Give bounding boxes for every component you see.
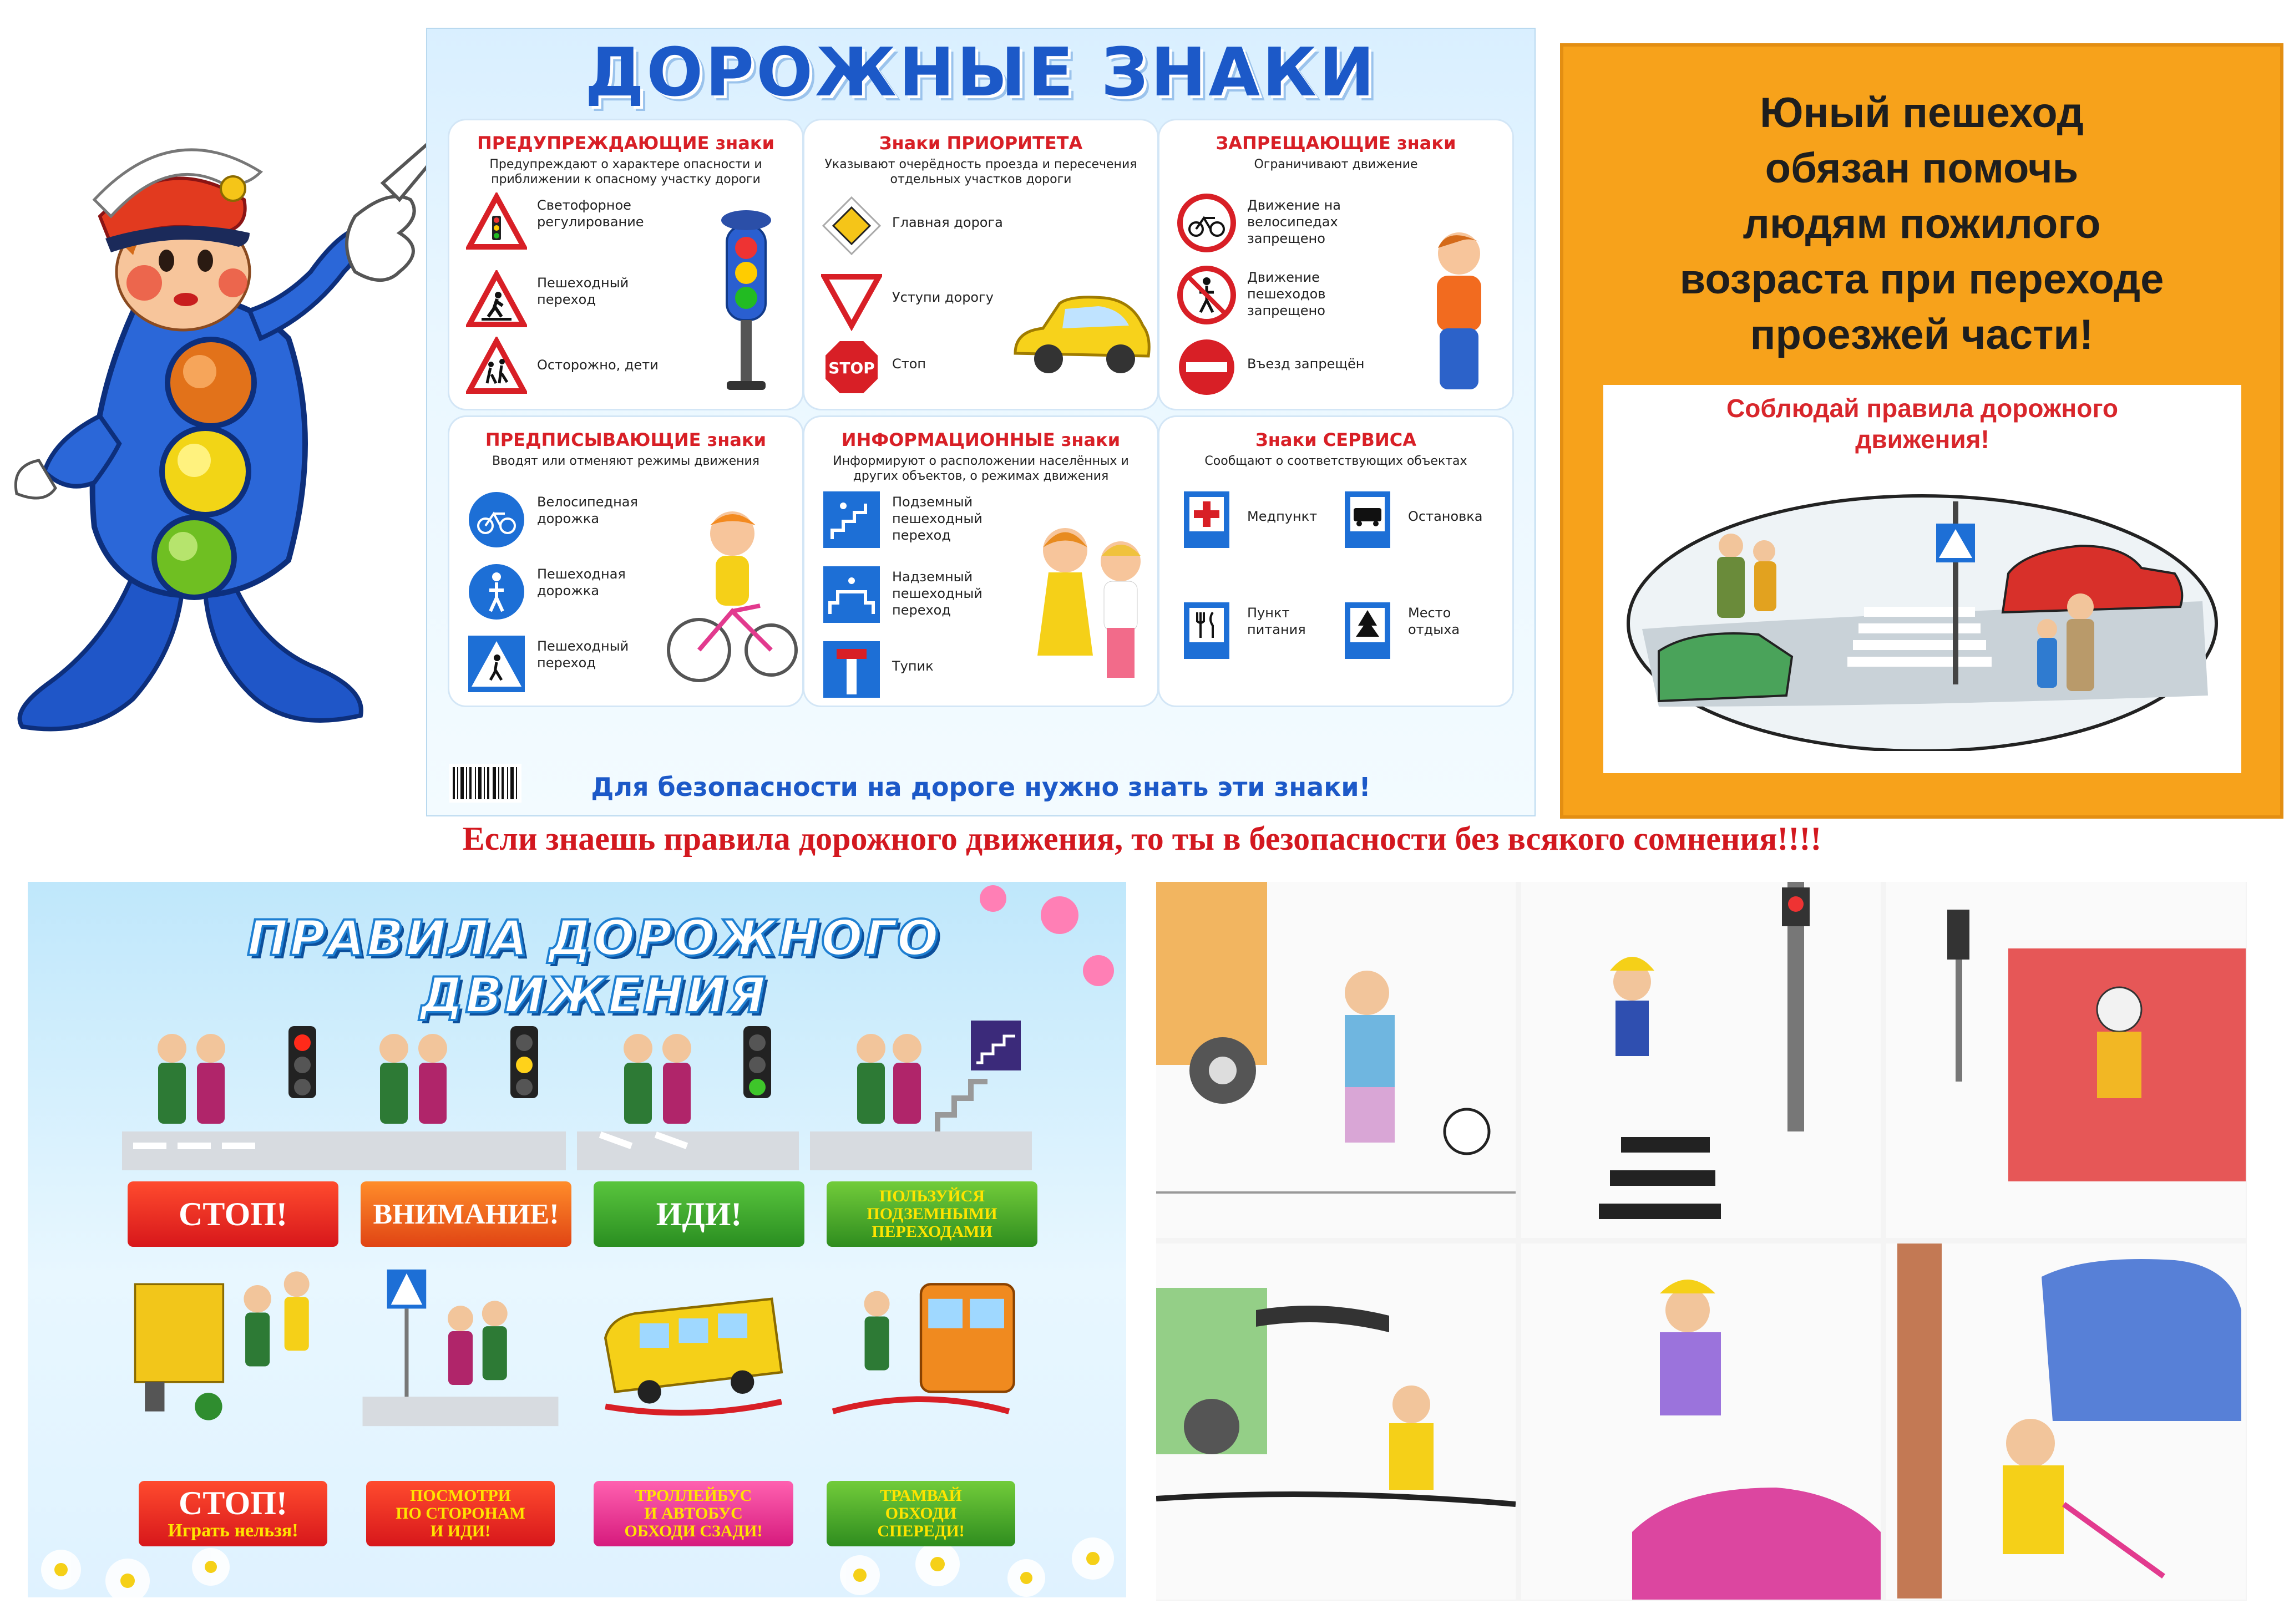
banner-line: И ИДИ! — [430, 1522, 491, 1540]
panel-title: Знаки ПРИОРИТЕТА — [879, 133, 1083, 154]
children-at-yellow-light-illustration — [344, 1009, 566, 1176]
sign-row — [821, 639, 1021, 706]
poster-message — [1563, 85, 2280, 363]
sign-label: Медпункт — [1247, 509, 1318, 524]
poster-footer-text: Для безопасности на дороге нужно знать эти знаки! — [591, 772, 1371, 802]
sign-row — [1176, 337, 1376, 403]
pedestrian-path-sign-icon — [466, 561, 527, 622]
bus-illustration — [583, 1265, 804, 1431]
underground-crossing-illustration — [810, 1009, 1032, 1176]
sign-row — [466, 337, 666, 403]
children-illustration-icon — [1032, 517, 1154, 694]
street-crossing-illustration — [1625, 463, 2219, 751]
sign-row — [821, 337, 1021, 403]
sign-label: Осторожно, дети — [537, 357, 659, 373]
drawing-child-and-purple-car — [1521, 1244, 1881, 1600]
no-pedestrians-sign-icon — [1176, 265, 1237, 326]
children-drawings-collage — [1156, 882, 2247, 1601]
sign-row — [821, 564, 1021, 631]
sign-row — [466, 489, 666, 556]
sign-label: Пешеходный переход — [537, 275, 629, 307]
poster-title: ДОРОЖНЫЕ ЗНАКИ — [585, 34, 1377, 111]
banner-line: ПЕРЕХОДАМИ — [872, 1222, 992, 1241]
road-signs-poster — [426, 28, 1536, 816]
stop-sign-icon — [821, 337, 882, 398]
use-underground-crossings-banner — [827, 1181, 1037, 1247]
panel-title: ПРЕДУПРЕЖДАЮЩИЕ знаки — [477, 133, 774, 154]
bus-go-behind-banner — [594, 1481, 793, 1546]
sign-label: Пешеходный переход — [537, 638, 629, 671]
panel-description: Ограничивают движение — [1254, 158, 1418, 171]
panel-description: Вводят или отменяют режимы движения — [492, 454, 760, 468]
no-bicycles-sign-icon — [1176, 192, 1237, 253]
service-signs-panel — [1159, 417, 1512, 706]
banner-line: ОБХОДИ СЗАДИ! — [624, 1522, 763, 1540]
sign-label: Светофорное регулирование — [537, 197, 644, 230]
main-road-sign-icon — [821, 195, 882, 256]
look-both-ways-banner — [366, 1481, 555, 1546]
poster-title: ПРАВИЛА ДОРОЖНОГО ДВИЖЕНИЯ — [247, 910, 940, 1024]
dead-end-sign-icon — [821, 639, 882, 700]
stop-no-playing-banner — [139, 1481, 327, 1546]
tram-go-front-banner — [827, 1481, 1015, 1546]
pedestrian-crossing-warning-sign-icon — [466, 270, 527, 331]
tram-illustration — [810, 1265, 1032, 1431]
sign-row — [1176, 489, 1337, 556]
girl-on-bicycle-icon — [666, 500, 799, 689]
truck-and-playing-children-illustration — [122, 1265, 344, 1431]
banner-line: СПЕРЕДИ! — [877, 1522, 965, 1540]
sign-row — [466, 633, 666, 700]
sign-label: Въезд запрещён — [1247, 356, 1365, 372]
panel-title: ЗАПРЕЩАЮЩИЕ знаки — [1216, 133, 1456, 154]
sign-row — [1337, 600, 1503, 667]
rest-place-sign-icon — [1337, 600, 1398, 661]
go-banner: ИДИ! — [594, 1181, 804, 1247]
message-line: людям пожилого — [1743, 200, 2101, 247]
banner-line: ОБХОДИ — [885, 1504, 957, 1522]
banner-sub-text: Играть нельзя! — [168, 1520, 298, 1541]
sign-label: Стоп — [892, 356, 926, 372]
sign-label: Подземный пешеходный переход — [892, 494, 983, 543]
yield-sign-icon — [821, 270, 882, 331]
panel-description: Указывают очерёдность проезда и пересечения отдельных участков дороги — [824, 158, 1137, 186]
sign-row — [1176, 192, 1376, 259]
attention-banner: ВНИМАНИЕ! — [361, 1181, 571, 1247]
stop-banner: СТОП! — [128, 1181, 338, 1247]
sign-label: Уступи дорогу — [892, 290, 994, 305]
message-line: проезжей части! — [1750, 311, 2094, 358]
yellow-car-icon — [1010, 287, 1154, 381]
message-line: обязан помочь — [1765, 145, 2079, 192]
boy-illustration-icon — [1415, 226, 1503, 398]
food-point-sign-icon — [1176, 600, 1237, 661]
sign-label: Остановка — [1408, 509, 1483, 524]
children-warning-sign-icon — [466, 337, 527, 398]
banner-line: ПОЛЬЗУЙСЯ — [879, 1187, 985, 1205]
sign-label: Место отдыха — [1408, 605, 1460, 637]
sign-label: Главная дорога — [892, 215, 1003, 230]
main-slogan: Если знаешь правила дорожного движения, то ты в безопасности без всякого сомнения!!!! — [462, 820, 1822, 857]
mandatory-signs-panel — [449, 417, 802, 706]
drawing-child-and-blue-car — [1886, 1244, 2246, 1600]
traffic-light-mascot-illustration — [0, 105, 433, 771]
crossing-picture — [1603, 385, 2241, 773]
sign-row — [466, 192, 666, 259]
caption-line: Соблюдай правила дорожного — [1726, 394, 2118, 423]
priority-signs-panel — [804, 120, 1157, 409]
sign-row — [466, 270, 666, 337]
sign-row — [1337, 489, 1503, 556]
stop-sign-text: STOP — [828, 359, 875, 377]
sign-label: Тупик — [892, 658, 934, 674]
look-both-ways-illustration — [350, 1265, 571, 1431]
sign-label: Велосипедная дорожка — [537, 494, 638, 526]
sign-row — [466, 561, 666, 628]
children-at-red-light-illustration — [122, 1009, 344, 1176]
sign-label: Пункт питания — [1247, 605, 1306, 637]
panel-description: Информируют о расположении населённых и других объектов, о режимах движения — [833, 454, 1129, 483]
banner-line: ТРАМВАЙ — [880, 1486, 962, 1505]
banner-line: И АВТОБУС — [644, 1504, 743, 1522]
sign-row — [821, 270, 1021, 337]
prohibiting-signs-panel — [1159, 120, 1512, 409]
sign-row — [1176, 600, 1337, 667]
children-at-green-light-illustration — [577, 1009, 799, 1176]
panel-title: ПРЕДПИСЫВАЮЩИЕ знаки — [485, 429, 767, 450]
drawing-girl-at-crossing — [1521, 882, 1881, 1238]
drawing-boy-with-ball — [1156, 882, 1516, 1238]
sign-label: Надземный пешеходный переход — [892, 569, 983, 618]
young-pedestrian-poster — [1560, 43, 2283, 819]
traffic-rules-poster — [28, 882, 1126, 1597]
sign-label: Движение на велосипедах запрещено — [1247, 197, 1341, 246]
first-aid-sign-icon — [1176, 489, 1237, 550]
panel-description: Предупреждают о характере опасности и приближении к опасному участку дороги — [489, 158, 762, 186]
sign-row — [821, 195, 1021, 262]
sign-label: Движение пешеходов запрещено — [1247, 270, 1326, 318]
panel-title: Знаки СЕРВИСА — [1255, 429, 1416, 450]
traffic-light-character-icon — [688, 204, 793, 398]
panel-title: ИНФОРМАЦИОННЫЕ знаки — [841, 429, 1121, 450]
traffic-light-warning-sign-icon — [466, 192, 527, 253]
message-line: возраста при переходе — [1679, 256, 2164, 303]
panel-description: Сообщают о соответствующих объектах — [1204, 454, 1467, 468]
sign-row — [821, 489, 1021, 556]
banner-line: ПОСМОТРИ — [409, 1486, 512, 1505]
bicycle-path-sign-icon — [466, 489, 527, 550]
sign-row — [1176, 265, 1376, 331]
warning-signs-panel — [449, 120, 802, 409]
information-signs-panel — [804, 417, 1157, 706]
banner-line: ПО СТОРОНАМ — [396, 1504, 525, 1522]
overhead-crossing-sign-icon — [821, 564, 882, 625]
picture-caption — [1603, 393, 2241, 455]
sign-label: Пешеходная дорожка — [537, 566, 626, 598]
underground-crossing-sign-icon — [821, 489, 882, 550]
message-line: Юный пешеход — [1760, 89, 2084, 136]
drawing-child-near-fence — [1156, 1244, 1516, 1600]
drawing-child-and-red-bus — [1886, 882, 2246, 1238]
pedestrian-crossing-sign-icon — [466, 633, 527, 694]
caption-line: движения! — [1855, 425, 1989, 454]
banner-main-text: СТОП! — [179, 1485, 287, 1521]
bus-stop-sign-icon — [1337, 489, 1398, 550]
banner-line: ТРОЛЛЕЙБУС — [635, 1486, 752, 1505]
no-entry-sign-icon — [1176, 337, 1237, 398]
banner-line: ПОДЗЕМНЫМИ — [867, 1205, 997, 1223]
